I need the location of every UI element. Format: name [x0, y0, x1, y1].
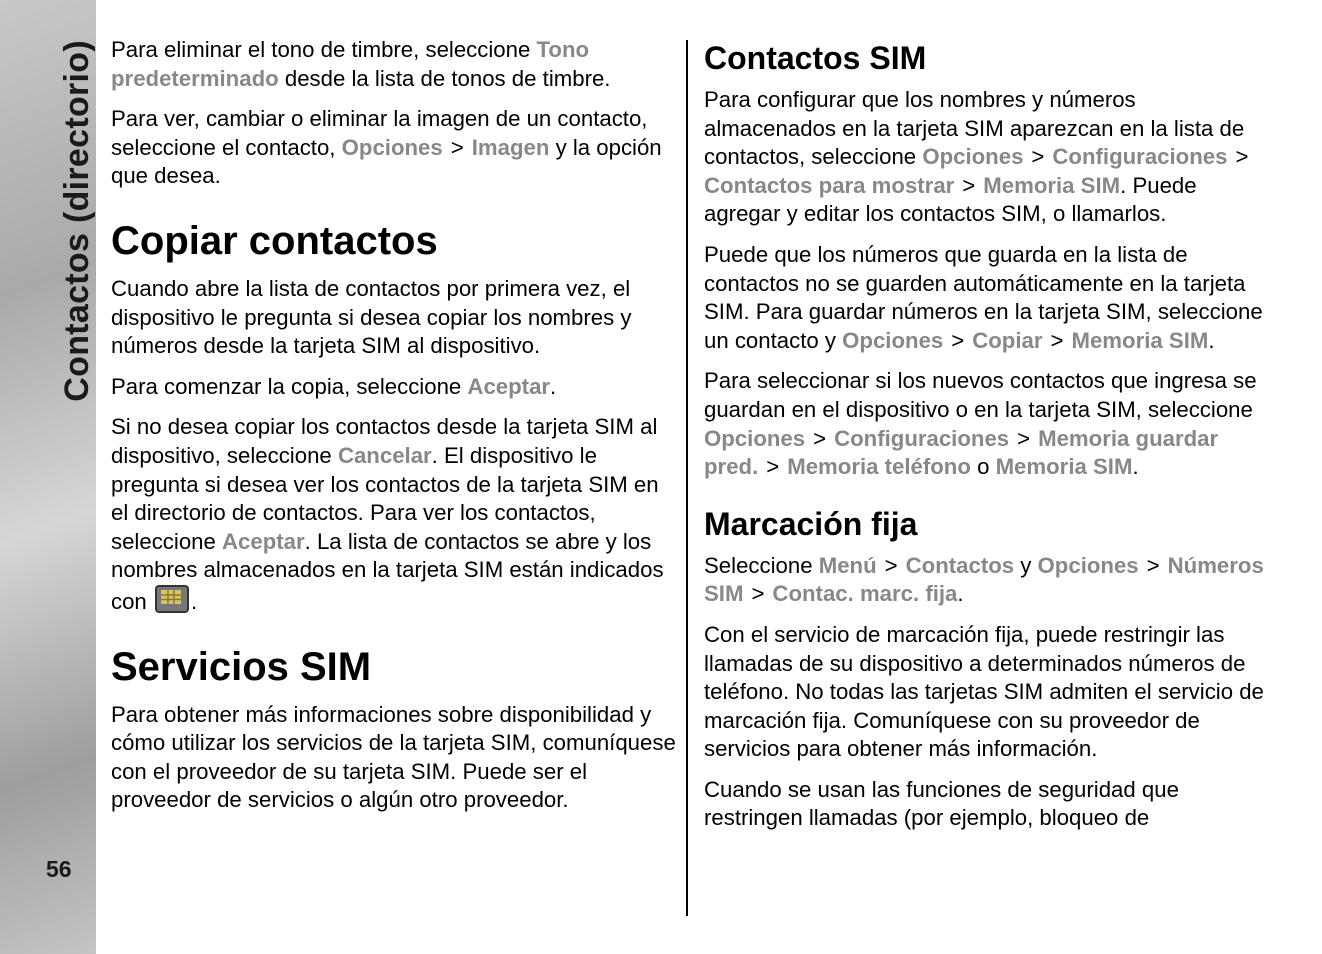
menu-keyword: Contac. marc. fija	[772, 581, 958, 607]
paragraph: Para ver, cambiar o eliminar la imagen de un contacto, seleccione el contacto, Opciones > Imagen y la opción que desea.	[111, 106, 662, 189]
menu-keyword: Aceptar	[222, 528, 305, 554]
sim-card-icon	[155, 585, 189, 613]
section-title: Contactos (directorio)	[58, 40, 96, 402]
paragraph: Para eliminar el tono de timbre, seleccione Tono predeterminado desde la lista de tonos de timbre.	[111, 37, 611, 91]
menu-keyword: Memoria SIM	[995, 454, 1133, 480]
menu-keyword: Configuraciones	[1052, 144, 1228, 170]
paragraph: Si no desea copiar los contactos desde la tarjeta SIM al dispositivo, seleccione Cancelar. El dispositivo le pregunta si desea ver los contactos de la tarjeta SIM en el directorio de contactos. Para ver los contactos, seleccione Aceptar. La lista de contactos se abre y los nombres almacenados en la tarjeta SIM están indicados con .	[111, 414, 664, 614]
column-divider	[686, 40, 688, 916]
menu-keyword: Opciones	[341, 134, 443, 160]
menu-keyword: Memoria SIM	[983, 172, 1121, 198]
menu-keyword: Números SIM	[704, 552, 1264, 607]
menu-keyword: Opciones	[704, 425, 806, 451]
heading-fixed-dialing: Marcación fija	[704, 505, 918, 542]
paragraph: Para seleccionar si los nuevos contactos que ingresa se guardan en el dispositivo o en la tarjeta SIM, seleccione Opciones > Configuraciones > Memoria guardar pred. > Memoria teléfono o Memoria SIM.	[704, 368, 1257, 480]
menu-keyword: Memoria guardar pred.	[704, 425, 1219, 480]
menu-keyword: Menú	[818, 552, 877, 578]
paragraph: Cuando se usan las funciones de seguridad que restringen llamadas (por ejemplo, bloqueo de	[704, 776, 1179, 831]
menu-keyword: Aceptar	[467, 373, 551, 399]
menu-keyword: Contactos para mostrar	[704, 172, 955, 198]
left-column	[111, 36, 676, 827]
paragraph: Con el servicio de marcación fija, puede restringir las llamadas de su dispositivo a determinados números de teléfono. No todas las tarjetas SIM admiten el servicio de marcación fija. Comuníquese con su proveedor de servicios para obtener más información.	[704, 621, 1264, 762]
paragraph: Para configurar que los nombres y números almacenados en la tarjeta SIM aparezcan en la lista de contactos, seleccione Opciones > Configuraciones >Contactos para mostrar > Memoria SIM. Puede agregar y editar los contactos SIM, o llamarlos.	[704, 87, 1249, 227]
menu-keyword: Cancelar	[337, 442, 432, 468]
separator: >	[450, 134, 464, 160]
heading-sim-contacts: Contactos SIM	[704, 40, 927, 76]
paragraph: Puede que los números que guarda en la lista de contactos no se guarden automáticamente en la tarjeta SIM. Para guardar números en la tarjeta SIM, seleccione un contacto y Opciones > Copiar > Memoria SIM.	[704, 241, 1263, 353]
menu-keyword: Opciones	[1037, 552, 1139, 578]
menu-keyword: Tono predeterminado	[111, 37, 590, 91]
paragraph: Cuando abre la lista de contactos por primera vez, el dispositivo le pregunta si desea copiar los nombres y números desde la tarjeta SIM al dispositivo.	[111, 275, 632, 359]
right-column	[704, 36, 1270, 845]
page-number: 56	[46, 856, 72, 882]
menu-keyword: Opciones	[922, 144, 1024, 170]
menu-keyword: Imagen	[471, 134, 550, 160]
menu-keyword: Contactos	[905, 552, 1015, 578]
menu-keyword: Copiar	[972, 327, 1043, 353]
paragraph: Seleccione Menú > Contactos y Opciones > Números SIM > Contac. marc. fija.	[704, 552, 1264, 607]
paragraph: Para comenzar la copia, seleccione Aceptar.	[111, 373, 557, 399]
menu-keyword: Memoria teléfono	[787, 454, 971, 480]
heading-copy-contacts: Copiar contactos	[111, 218, 438, 263]
sidebar	[0, 0, 96, 954]
menu-keyword: Configuraciones	[834, 425, 1010, 451]
paragraph: Para obtener más informaciones sobre disponibilidad y cómo utilizar los servicios de la tarjeta SIM, comuníquese con el proveedor de su tarjeta SIM. Puede ser el proveedor de servicios o algún otro proveedor.	[111, 701, 676, 813]
menu-keyword: Memoria SIM	[1071, 327, 1209, 353]
menu-keyword: Opciones	[842, 327, 944, 353]
heading-sim-services: Servicios SIM	[111, 644, 372, 689]
